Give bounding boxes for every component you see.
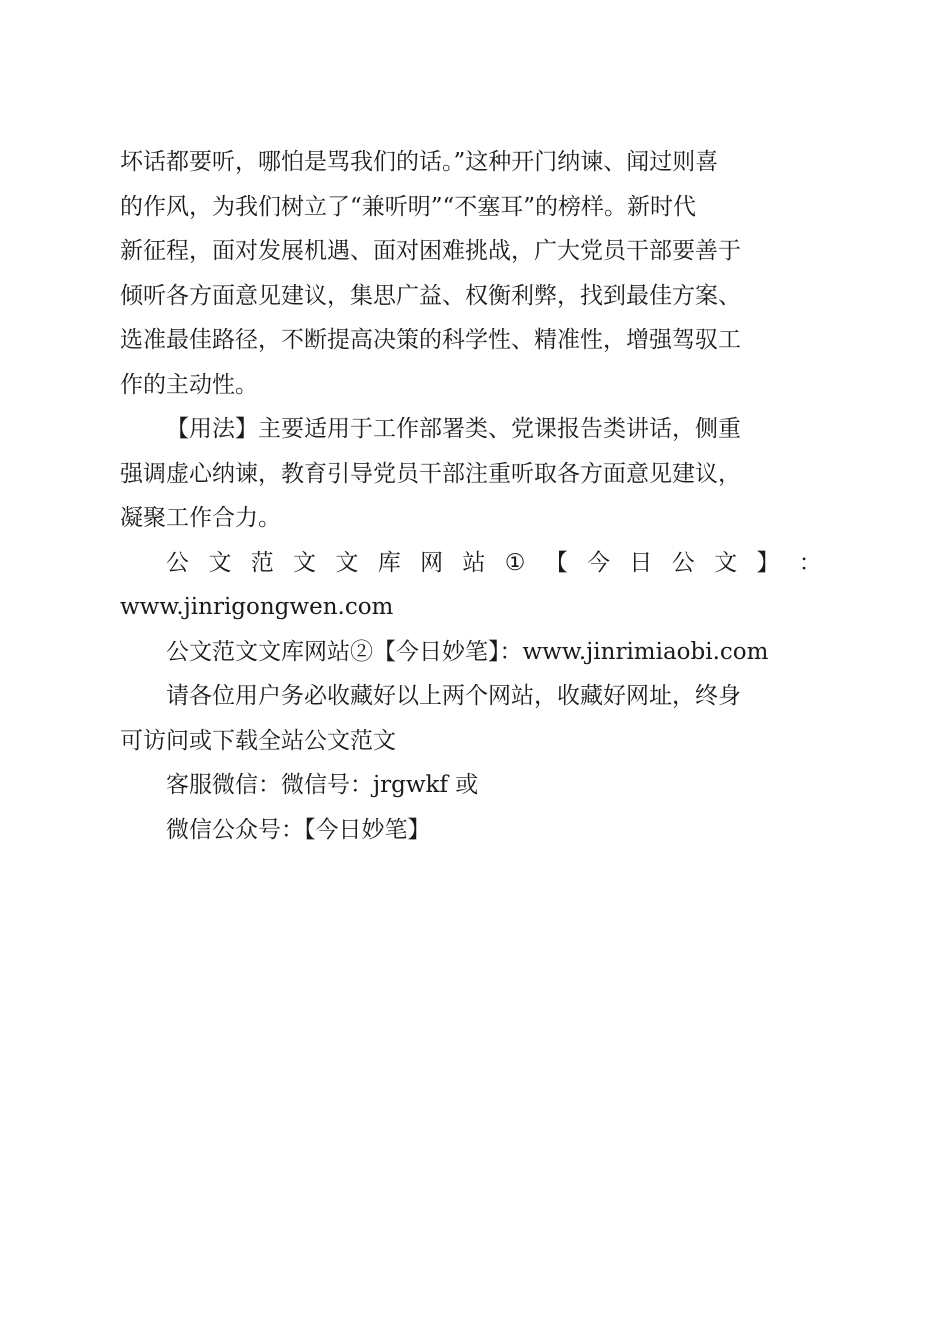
site-1-char: 范 <box>250 549 274 576</box>
document-body <box>120 140 822 852</box>
site-1-char: ① <box>504 549 526 576</box>
site-1-char: ： <box>798 549 822 576</box>
site-1-char: 公 <box>671 549 695 576</box>
paragraph-1 <box>120 140 822 407</box>
service-wechat: 客服微信：微信号：jrgwkf 或 <box>166 772 479 798</box>
site-1-paragraph <box>120 541 822 630</box>
site-1-char: 文 <box>335 549 359 576</box>
site-1-url[interactable]: www.jinrigongwen.com <box>120 594 394 620</box>
site-1-char: 库 <box>377 549 401 576</box>
site-1-char: 日 <box>629 549 653 576</box>
site-1-char: 今 <box>587 549 611 576</box>
site-1-char: 【 <box>544 549 568 576</box>
site-1-char: 站 <box>462 549 486 576</box>
notice-line: 可访问或下载全站公文范文 <box>120 727 396 754</box>
paragraph-1-line: 的作风，为我们树立了“兼听明”“不塞耳”的榜样。新时代 <box>120 193 697 220</box>
notice-line: 请各位用户务必收藏好以上两个网站，收藏好网址，终身 <box>166 683 741 709</box>
usage-line: 凝聚工作合力。 <box>120 505 281 531</box>
usage-paragraph <box>120 407 822 541</box>
site-1-char: 】 <box>756 549 780 576</box>
site-1-char: 文 <box>714 549 738 576</box>
site-1-char: 文 <box>293 549 317 576</box>
usage-line: 【用法】主要适用于工作部署类、党课报告类讲话，侧重 <box>166 416 741 442</box>
paragraph-1-line: 选准最佳路径，不断提高决策的科学性、精准性，增强驾驭工 <box>120 327 741 353</box>
site-1-char: 公 <box>166 549 189 576</box>
paragraph-1-line: 作的主动性。 <box>120 371 258 398</box>
paragraph-1-line: 新征程，面对发展机遇、面对困难挑战，广大党员干部要善于 <box>120 238 741 264</box>
site-1-char: 文 <box>208 549 232 576</box>
paragraph-1-line: 倾听各方面意见建议，集思广益、权衡利弊，找到最佳方案、 <box>120 282 741 309</box>
site-1-char: 网 <box>420 549 444 576</box>
notice-paragraph <box>120 674 822 763</box>
public-account: 微信公众号：【今日妙笔】 <box>166 816 431 843</box>
site-2-line[interactable]: 公文范文文库网站②【今日妙笔】：www.jinrimiaobi.com <box>166 638 769 665</box>
site-1-label <box>120 541 822 586</box>
paragraph-1-line: 坏话都要听，哪怕是骂我们的话。”这种开门纳谏、闻过则喜 <box>120 149 719 175</box>
usage-line: 强调虚心纳谏，教育引导党员干部注重听取各方面意见建议， <box>120 460 741 487</box>
